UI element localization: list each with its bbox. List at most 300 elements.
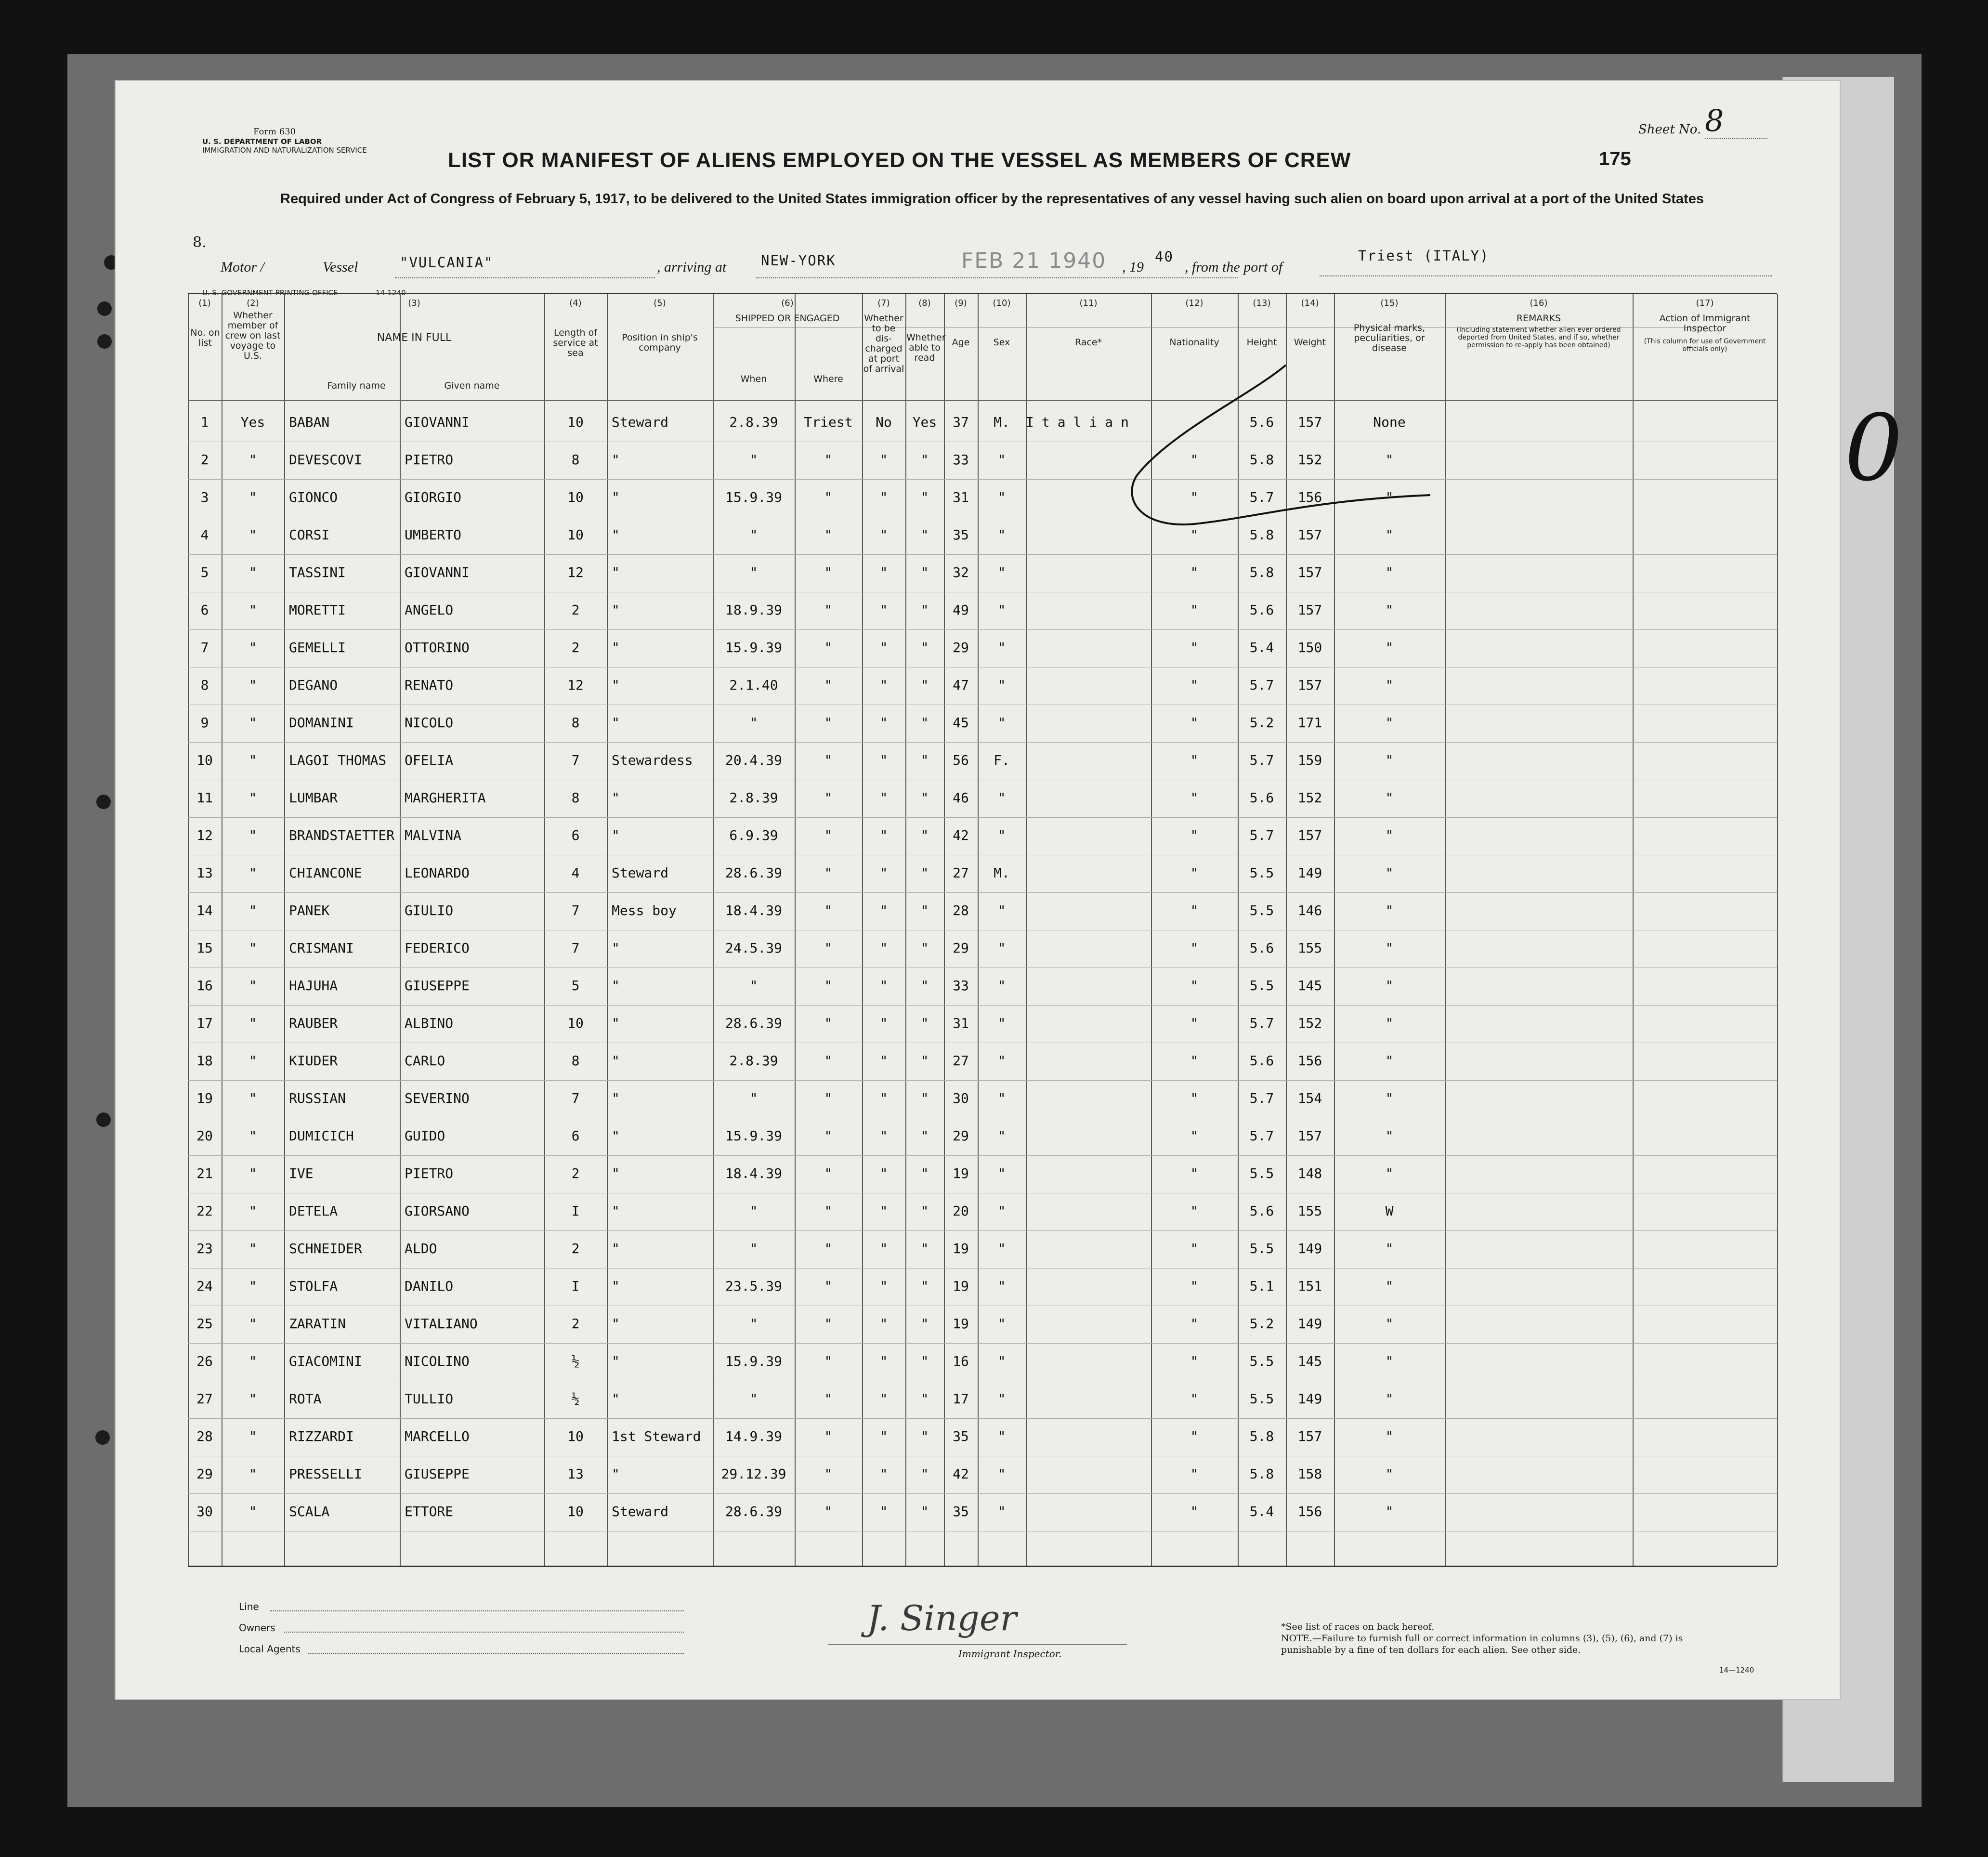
cell-no: 17 <box>196 1015 213 1031</box>
cell-phys: " <box>1385 1316 1394 1332</box>
cell-phys: W <box>1385 1203 1394 1219</box>
cell-given: NICOLO <box>405 715 454 731</box>
cell-when: " <box>749 1391 758 1407</box>
cell-no: 12 <box>196 827 213 843</box>
cell-disc: " <box>879 1391 888 1407</box>
cell-given: GIORGIO <box>405 489 462 505</box>
cell-when: 14.9.39 <box>725 1428 782 1444</box>
cell-nat: " <box>1190 715 1199 731</box>
cell-ht: 5.4 <box>1249 1504 1274 1519</box>
cell-read: " <box>920 1165 929 1181</box>
cell-phys: " <box>1385 1053 1394 1069</box>
cell-phys: " <box>1385 1466 1394 1482</box>
column-number: (6) <box>781 298 794 308</box>
cell-ht: 5.6 <box>1249 1053 1274 1069</box>
cell-pos: Steward <box>612 1504 669 1519</box>
cell-member: " <box>248 602 257 618</box>
cell-phys: " <box>1385 1391 1394 1407</box>
cell-ht: 5.6 <box>1249 602 1274 618</box>
cell-nat: " <box>1190 1053 1199 1069</box>
cell-family: HAJUHA <box>289 978 338 994</box>
cell-nat: " <box>1190 865 1199 881</box>
cell-pos: " <box>612 1015 620 1031</box>
row-rule <box>188 1230 1777 1231</box>
cell-member: " <box>248 1015 257 1031</box>
cell-wt: 157 <box>1297 602 1322 618</box>
manifest-sheet <box>116 81 1840 1699</box>
signature-line <box>828 1644 1127 1645</box>
cell-member: " <box>248 489 257 505</box>
cell-age: 47 <box>953 677 969 693</box>
cell-len: I <box>571 1278 580 1294</box>
cell-when: 20.4.39 <box>725 752 782 768</box>
cell-race: Italian <box>1026 414 1137 430</box>
row-rule <box>188 1080 1777 1081</box>
cell-given: MARGHERITA <box>405 790 486 806</box>
cell-age: 20 <box>953 1203 969 1219</box>
cell-wt: 149 <box>1297 1391 1322 1407</box>
cell-len: 5 <box>571 978 580 994</box>
cell-ht: 5.5 <box>1249 1391 1274 1407</box>
cell-where: " <box>824 677 833 693</box>
cell-where: " <box>824 527 833 543</box>
cell-wt: 149 <box>1297 1316 1322 1332</box>
cell-family: SCHNEIDER <box>289 1241 362 1256</box>
cell-given: ETTORE <box>405 1504 454 1519</box>
cell-where: " <box>824 1203 833 1219</box>
cell-nat: " <box>1190 1428 1199 1444</box>
cell-wt: 156 <box>1297 1504 1322 1519</box>
cell-no: 14 <box>196 902 213 918</box>
sheet-number: 8 <box>1705 103 1724 138</box>
cell-given: GIULIO <box>405 902 454 918</box>
header-height: Height <box>1246 337 1277 348</box>
cell-where: " <box>824 1466 833 1482</box>
cell-given: OTTORINO <box>405 640 470 655</box>
arrival-port-line <box>756 277 1238 278</box>
column-number: (14) <box>1301 298 1319 308</box>
page-title: LIST OR MANIFEST OF ALIENS EMPLOYED ON THE VESSEL AS MEMBERS OF CREW <box>448 148 1351 172</box>
cell-len: 10 <box>567 1428 584 1444</box>
cell-ht: 5.5 <box>1249 865 1274 881</box>
margin-annotation: 0 <box>1844 395 1903 501</box>
cell-family: SCALA <box>289 1504 330 1519</box>
cell-given: GUIDO <box>405 1128 445 1144</box>
binder-hole <box>97 301 112 316</box>
cell-phys: " <box>1385 677 1394 693</box>
cell-when: 2.8.39 <box>729 790 778 806</box>
cell-phys: " <box>1385 1015 1394 1031</box>
cell-family: GIACOMINI <box>289 1353 362 1369</box>
cell-member: " <box>248 1128 257 1144</box>
cell-sex: " <box>997 1466 1006 1482</box>
cell-no: 9 <box>200 715 209 731</box>
cell-family: TASSINI <box>289 564 346 580</box>
cell-wt: 157 <box>1297 527 1322 543</box>
cell-sex: " <box>997 602 1006 618</box>
cell-phys: " <box>1385 1504 1394 1519</box>
cell-wt: 155 <box>1297 940 1322 956</box>
cell-read: " <box>920 978 929 994</box>
cell-ht: 5.5 <box>1249 978 1274 994</box>
vessel-label: Vessel <box>323 259 358 275</box>
cell-read: " <box>920 865 929 881</box>
cell-phys: " <box>1385 865 1394 881</box>
cell-len: 2 <box>571 640 580 655</box>
column-number: (15) <box>1380 298 1399 308</box>
header-position: Position in ship's company <box>622 332 698 353</box>
races-note: *See list of races on back hereof. <box>1281 1622 1435 1632</box>
cell-len: ½ <box>571 1391 580 1407</box>
cell-wt: 152 <box>1297 1015 1322 1031</box>
cell-ht: 5.2 <box>1249 715 1274 731</box>
cell-given: FEDERICO <box>405 940 470 956</box>
cell-given: GIOVANNI <box>405 414 470 430</box>
cell-where: " <box>824 1428 833 1444</box>
cell-read: " <box>920 940 929 956</box>
vessel-name: "VULCANIA" <box>400 254 494 271</box>
cell-given: DANILO <box>405 1278 454 1294</box>
cell-when: 2.1.40 <box>729 677 778 693</box>
crew-table <box>188 293 1777 1567</box>
cell-member: " <box>248 1428 257 1444</box>
header-family-name: Family name <box>327 380 386 391</box>
cell-member: " <box>248 564 257 580</box>
cell-age: 42 <box>953 827 969 843</box>
cell-disc: " <box>879 940 888 956</box>
cell-sex: " <box>997 640 1006 655</box>
cell-no: 21 <box>196 1165 213 1181</box>
cell-no: 13 <box>196 865 213 881</box>
cell-no: 25 <box>196 1316 213 1332</box>
cell-family: RIZZARDI <box>289 1428 354 1444</box>
cell-no: 19 <box>196 1090 213 1106</box>
cell-nat: " <box>1190 452 1199 468</box>
cell-read: " <box>920 452 929 468</box>
cell-no: 2 <box>200 452 209 468</box>
cell-pos: " <box>612 1391 620 1407</box>
cell-where: " <box>824 1391 833 1407</box>
cell-ht: 5.7 <box>1249 752 1274 768</box>
vessel-name-line <box>395 277 655 278</box>
cell-given: OFELIA <box>405 752 454 768</box>
cell-wt: 157 <box>1297 677 1322 693</box>
row-rule <box>188 479 1777 480</box>
cell-ht: 5.7 <box>1249 1090 1274 1106</box>
cell-pos: " <box>612 489 620 505</box>
cell-family: GEMELLI <box>289 640 346 655</box>
cell-age: 37 <box>953 414 969 430</box>
cell-disc: No <box>876 414 892 430</box>
cell-when: " <box>749 1203 758 1219</box>
cell-family: DEGANO <box>289 677 338 693</box>
cell-len: 6 <box>571 827 580 843</box>
cell-ht: 5.8 <box>1249 527 1274 543</box>
cell-member: " <box>248 790 257 806</box>
printing-code: 14-1240 <box>376 288 406 297</box>
cell-member: " <box>248 827 257 843</box>
cell-member: " <box>248 752 257 768</box>
cell-wt: 156 <box>1297 489 1322 505</box>
cell-disc: " <box>879 1428 888 1444</box>
cell-member: " <box>248 715 257 731</box>
cell-age: 42 <box>953 1466 969 1482</box>
cell-member: " <box>248 452 257 468</box>
cell-ht: 5.4 <box>1249 640 1274 655</box>
cell-pos: " <box>612 1165 620 1181</box>
cell-read: " <box>920 1015 929 1031</box>
cell-age: 49 <box>953 602 969 618</box>
column-number: (10) <box>993 298 1011 308</box>
agents-label: Local Agents <box>239 1643 301 1655</box>
cell-read: " <box>920 527 929 543</box>
cell-read: " <box>920 1278 929 1294</box>
cell-sex: " <box>997 1128 1006 1144</box>
cell-pos: " <box>612 1353 620 1369</box>
cell-when: 15.9.39 <box>725 1128 782 1144</box>
cell-age: 32 <box>953 564 969 580</box>
cell-given: GIOVANNI <box>405 564 470 580</box>
cell-phys: " <box>1385 489 1394 505</box>
cell-family: RUSSIAN <box>289 1090 346 1106</box>
cell-read: " <box>920 902 929 918</box>
cell-age: 29 <box>953 640 969 655</box>
cell-given: ALBINO <box>405 1015 454 1031</box>
cell-where: " <box>824 752 833 768</box>
cell-member: " <box>248 1353 257 1369</box>
cell-given: RENATO <box>405 677 454 693</box>
cell-nat: " <box>1190 489 1199 505</box>
cell-phys: " <box>1385 452 1394 468</box>
cell-no: 27 <box>196 1391 213 1407</box>
header-remarks-note: (Including statement whether alien ever ordered deported from United States, and if so, whether permission to re-apply has been obtained) <box>1456 326 1621 349</box>
column-number: (17) <box>1696 298 1714 308</box>
cell-when: 2.8.39 <box>729 1053 778 1069</box>
form-number: Form 630 <box>253 127 296 137</box>
cell-sex: " <box>997 1278 1006 1294</box>
inspector-signature: J. Singer <box>867 1598 1017 1638</box>
cell-when: 15.9.39 <box>725 640 782 655</box>
cell-sex: " <box>997 902 1006 918</box>
cell-where: " <box>824 1165 833 1181</box>
cell-when: " <box>749 452 758 468</box>
cell-family: DUMICICH <box>289 1128 354 1144</box>
cell-pos: " <box>612 1053 620 1069</box>
column-number: (7) <box>877 298 890 308</box>
cell-when: 24.5.39 <box>725 940 782 956</box>
header-when: When <box>740 374 767 384</box>
cell-given: PIETRO <box>405 1165 454 1181</box>
cell-where: " <box>824 452 833 468</box>
cell-nat: " <box>1190 640 1199 655</box>
cell-age: 19 <box>953 1316 969 1332</box>
cell-where: " <box>824 715 833 731</box>
cell-pos: 1st Steward <box>612 1428 701 1444</box>
cell-read: " <box>920 1203 929 1219</box>
cell-no: 8 <box>200 677 209 693</box>
cell-pos: " <box>612 978 620 994</box>
cell-when: " <box>749 1090 758 1106</box>
handwritten-race-bracket <box>1093 355 1440 538</box>
cell-phys: " <box>1385 1165 1394 1181</box>
cell-len: 2 <box>571 602 580 618</box>
cell-disc: " <box>879 564 888 580</box>
cell-member: Yes <box>240 414 265 430</box>
cell-phys: " <box>1385 1241 1394 1256</box>
cell-sex: " <box>997 677 1006 693</box>
cell-member: " <box>248 1466 257 1482</box>
cell-phys: " <box>1385 715 1394 731</box>
cell-sex: " <box>997 940 1006 956</box>
cell-disc: " <box>879 1090 888 1106</box>
row-rule <box>188 629 1777 630</box>
cell-age: 46 <box>953 790 969 806</box>
cell-pos: Steward <box>612 865 669 881</box>
cell-ht: 5.6 <box>1249 940 1274 956</box>
cell-read: " <box>920 1391 929 1407</box>
row-rule <box>188 1418 1777 1419</box>
binder-hole <box>97 334 112 349</box>
cell-pos: " <box>612 827 620 843</box>
cell-age: 31 <box>953 1015 969 1031</box>
cell-given: ALDO <box>405 1241 437 1256</box>
cell-where: " <box>824 564 833 580</box>
cell-phys: " <box>1385 1090 1394 1106</box>
cell-family: DEVESCOVI <box>289 452 362 468</box>
cell-disc: " <box>879 602 888 618</box>
cell-given: MARCELLO <box>405 1428 470 1444</box>
column-number: (8) <box>918 298 931 308</box>
cell-given: GIUSEPPE <box>405 1466 470 1482</box>
cell-disc: " <box>879 1128 888 1144</box>
cell-ht: 5.5 <box>1249 1165 1274 1181</box>
cell-pos: " <box>612 1128 620 1144</box>
cell-read: " <box>920 1053 929 1069</box>
header-where: Where <box>813 374 843 384</box>
cell-member: " <box>248 902 257 918</box>
cell-read: " <box>920 1504 929 1519</box>
cell-where: " <box>824 1241 833 1256</box>
cell-member: " <box>248 1241 257 1256</box>
cell-disc: " <box>879 1504 888 1519</box>
cell-sex: " <box>997 1053 1006 1069</box>
cell-wt: 146 <box>1297 902 1322 918</box>
cell-no: 18 <box>196 1053 213 1069</box>
cell-disc: " <box>879 452 888 468</box>
cell-len: 2 <box>571 1165 580 1181</box>
cell-ht: 5.8 <box>1249 1428 1274 1444</box>
cell-age: 17 <box>953 1391 969 1407</box>
sheet-number-line <box>1705 138 1767 139</box>
header-action-note: (This column for use of Government officials only) <box>1644 338 1766 353</box>
cell-when: " <box>749 715 758 731</box>
cell-disc: " <box>879 865 888 881</box>
cell-given: ANGELO <box>405 602 454 618</box>
cell-family: LUMBAR <box>289 790 338 806</box>
cell-where: " <box>824 865 833 881</box>
column-number: (5) <box>654 298 666 308</box>
cell-wt: 151 <box>1297 1278 1322 1294</box>
cell-phys: " <box>1385 640 1394 655</box>
cell-pos: " <box>612 640 620 655</box>
header-age: Age <box>952 337 970 348</box>
cell-read: " <box>920 752 929 768</box>
cell-given: NICOLINO <box>405 1353 470 1369</box>
row-rule <box>188 817 1777 818</box>
cell-nat: " <box>1190 1090 1199 1106</box>
cell-phys: " <box>1385 752 1394 768</box>
cell-where: " <box>824 1015 833 1031</box>
cell-sex: " <box>997 452 1006 468</box>
cell-when: 28.6.39 <box>725 865 782 881</box>
cell-no: 24 <box>196 1278 213 1294</box>
cell-wt: 157 <box>1297 1128 1322 1144</box>
cell-age: 19 <box>953 1165 969 1181</box>
cell-member: " <box>248 1203 257 1219</box>
cell-family: ROTA <box>289 1391 322 1407</box>
cell-sex: " <box>997 827 1006 843</box>
cell-when: " <box>749 978 758 994</box>
cell-where: Triest <box>804 414 853 430</box>
cell-where: " <box>824 602 833 618</box>
cell-when: 6.9.39 <box>729 827 778 843</box>
cell-len: 12 <box>567 677 584 693</box>
row-rule <box>188 1493 1777 1494</box>
cell-nat: " <box>1190 827 1199 843</box>
cell-wt: 171 <box>1297 715 1322 731</box>
header-race: Race* <box>1074 337 1102 348</box>
cell-when: 28.6.39 <box>725 1504 782 1519</box>
cell-wt: 152 <box>1297 790 1322 806</box>
cell-no: 15 <box>196 940 213 956</box>
column-number: (1) <box>198 298 211 308</box>
cell-disc: " <box>879 527 888 543</box>
cell-given: GIUSEPPE <box>405 978 470 994</box>
cell-wt: 157 <box>1297 1428 1322 1444</box>
binder-hole <box>95 1430 110 1445</box>
cell-read: " <box>920 1128 929 1144</box>
cell-pos: " <box>612 1278 620 1294</box>
cell-pos: " <box>612 940 620 956</box>
cell-pos: " <box>612 677 620 693</box>
cell-wt: 156 <box>1297 1053 1322 1069</box>
cell-age: 45 <box>953 715 969 731</box>
cell-ht: 5.7 <box>1249 677 1274 693</box>
cell-wt: 159 <box>1297 752 1322 768</box>
cell-ht: 5.6 <box>1249 414 1274 430</box>
cell-sex: " <box>997 1316 1006 1332</box>
cell-where: " <box>824 1278 833 1294</box>
binder-hole <box>96 795 111 809</box>
cell-nat: " <box>1190 677 1199 693</box>
cell-family: BRANDSTAETTER <box>289 827 395 843</box>
cell-family: CRISMANI <box>289 940 354 956</box>
cell-len: ½ <box>571 1353 580 1369</box>
cell-family: GIONCO <box>289 489 338 505</box>
cell-disc: " <box>879 1241 888 1256</box>
cell-phys: " <box>1385 527 1394 543</box>
cell-disc: " <box>879 1165 888 1181</box>
cell-pos: " <box>612 564 620 580</box>
header-nationality: Nationality <box>1169 337 1219 348</box>
cell-member: " <box>248 1278 257 1294</box>
cell-pos: Mess boy <box>612 902 677 918</box>
cell-member: " <box>248 940 257 956</box>
cell-nat: " <box>1190 602 1199 618</box>
cell-sex: " <box>997 1391 1006 1407</box>
cell-pos: " <box>612 1090 620 1106</box>
cell-sex: " <box>997 564 1006 580</box>
